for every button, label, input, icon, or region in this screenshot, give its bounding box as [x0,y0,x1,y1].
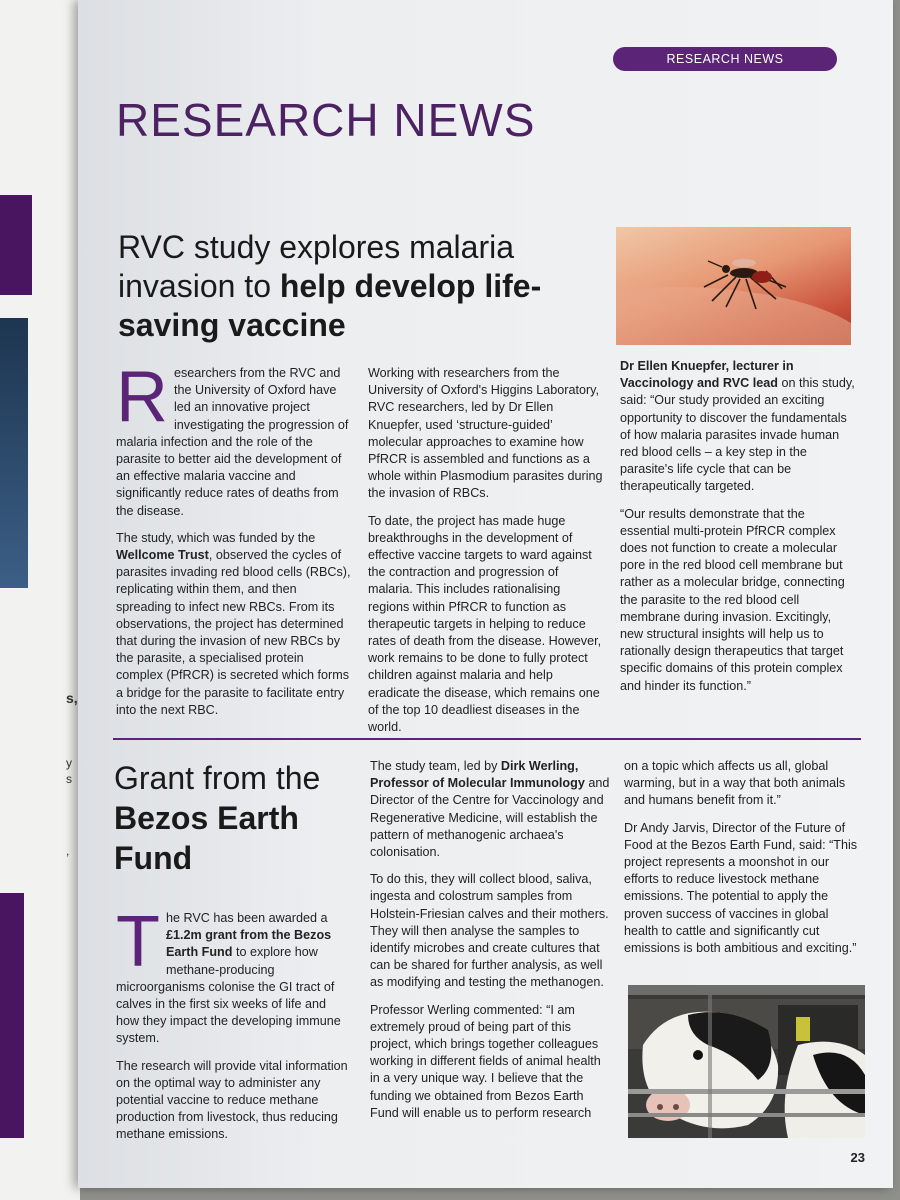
paragraph: esearchers from the RVC and the University of Oxford have led an innovative project investigating the progression of malaria infection and the role of the parasite to better aid the development of an effective malaria vaccine and significantly reduce rates of deaths from the disease. [116,366,349,518]
paragraph: on a topic which affects us all, global warming, but in a way that both animals and humans benefit from it.” [624,759,846,808]
mosquito-icon [616,227,851,345]
paragraph-text: The study team, led by [370,759,501,773]
paragraph: To do this, they will collect blood, saliva, ingesta and colostrum samples from Holstein-Friesian calves and their mothers. They will then analyse the samples to identify microbes and create cultures that can be shared for further analysis, as well as modifying and testing the methanogen. [370,872,609,990]
magazine-page [78,0,893,1188]
facing-page-fragment: s [66,772,72,786]
calf-photo [628,985,865,1138]
paragraph-text: on this study, said: “Our study provided an exciting opportunity to discover the fundamentals of how malaria parasites invade human red blood cells – a key step in the parasite's life cycle that can be therapeutically targeted. [620,376,855,494]
mosquito-photo [616,227,851,345]
speaker-name: Dr Ellen Knuepfer, lecturer in Vaccinology and RVC lead [620,359,794,391]
facing-page-purple-block [0,195,32,295]
facing-page-edge [0,0,80,1200]
article1-headline [118,228,568,345]
article2-headline-bold: Bezos Earth Fund [114,800,299,876]
article1-headline-bold: help develop life-saving vaccine [118,268,542,343]
paragraph: “Our results demonstrate that the essential multi-protein PfRCR complex does not function to create a molecular pore in the red blood cell membrane but rather as a molecular bridge, connecting the parasite to the red blood cell membrane during invasion. Excitingly, new structural insights will help us to rationally design therapeutics that target specific domains of this protein complex and hinder its function.” [620,506,845,693]
article2-column2 [370,758,610,1132]
paragraph: The research will provide vital information on the optimal way to administer any potential vaccine to reduce methane production from livestock, thus reducing methane emissions. [116,1058,348,1142]
facing-page-fragment: , [66,844,70,858]
article1-column1 [116,357,352,729]
article2-column1 [116,902,352,1154]
article1-column2 [368,365,604,746]
facing-page-fragment: s, [66,690,78,706]
paragraph-text: and Director of the Centre for Vaccinology and Regenerative Medicine, will establish the pattern of methanogenic archaea's colonisation. [370,776,610,860]
article2-headline [114,758,344,878]
article2-column3 [624,758,860,967]
paragraph: Dr Andy Jarvis, Director of the Future of Food at the Bezos Earth Fund, said: “This project represents a moonshot in our efforts to reduce livestock methane emissions. The potential to apply the proven success of vaccines in global health to cattle and significantly cut emissions is both ambitious and exciting.” [624,820,858,956]
paragraph-text: he RVC has been awarded a [165,911,328,925]
section-tab: RESEARCH NEWS [613,47,837,71]
article2-headline-regular: Grant from the [114,760,321,796]
dropcap: R [116,357,168,437]
paragraph: Working with researchers from the University of Oxford's Higgins Laboratory, RVC researchers, led by Dr Ellen Knuepfer, used ‘structure-guided’ molecular approaches to examine how PfRCR is assembled and functions as a whole within Plasmodium parasites during the invasion of RBCs. [368,366,603,501]
article1-headline-regular: RVC study explores malaria invasion to [118,229,515,304]
page-title: RESEARCH NEWS [116,94,536,146]
paragraph-text: , observed the cycles of parasites invading red blood cells (RBCs), replicating within them, and then spreading to infect new RBCs. From its observations, the project has determined that during the invasion of new RBCs by the parasite, a specialised protein complex (PfRCR) is secreted which forms a bridge for the parasite to facilitate entry into the next RBC. [116,548,351,717]
lead-name: Dirk Werling, Professor of Molecular Immunology [370,759,585,791]
dropcap: T [116,902,160,982]
paragraph-text: The study, which was funded by the [116,530,316,545]
facing-page-fragment: y [66,756,72,770]
section-divider [113,738,861,740]
calf-icon [628,985,865,1138]
facing-page-purple-block-lower [0,893,24,1138]
grant-amount: £1.2m grant from the Bezos Earth Fund [165,928,332,960]
paragraph-text: to explore how methane-producing microorganisms colonise the GI tract of calves in the first six weeks of life and how they impact the developing immune system. [116,945,341,1046]
article1-column3 [620,358,856,705]
facing-page-photo [0,318,28,588]
page-number: 23 [850,1150,865,1165]
funder-name: Wellcome Trust [116,548,209,563]
paragraph: Professor Werling commented: “I am extremely proud of being part of this project, which brings together colleagues working in different fields of animal health in a very unique way. I believe that the funding we obtained from Bezos Earth Fund will enable us to perform research [370,1002,601,1120]
paragraph: To date, the project has made huge breakthroughs in the development of effective vaccine targets to ward against the contraction and progression of malaria. This includes rationalising regions within PfRCR to function as therapeutic targets in helping to reduce rates of death from the disease. However, work remains to be done to fully protect children against malaria and help eradicate the disease, which remains one of the top 10 deadliest diseases in the world. [368,513,602,735]
